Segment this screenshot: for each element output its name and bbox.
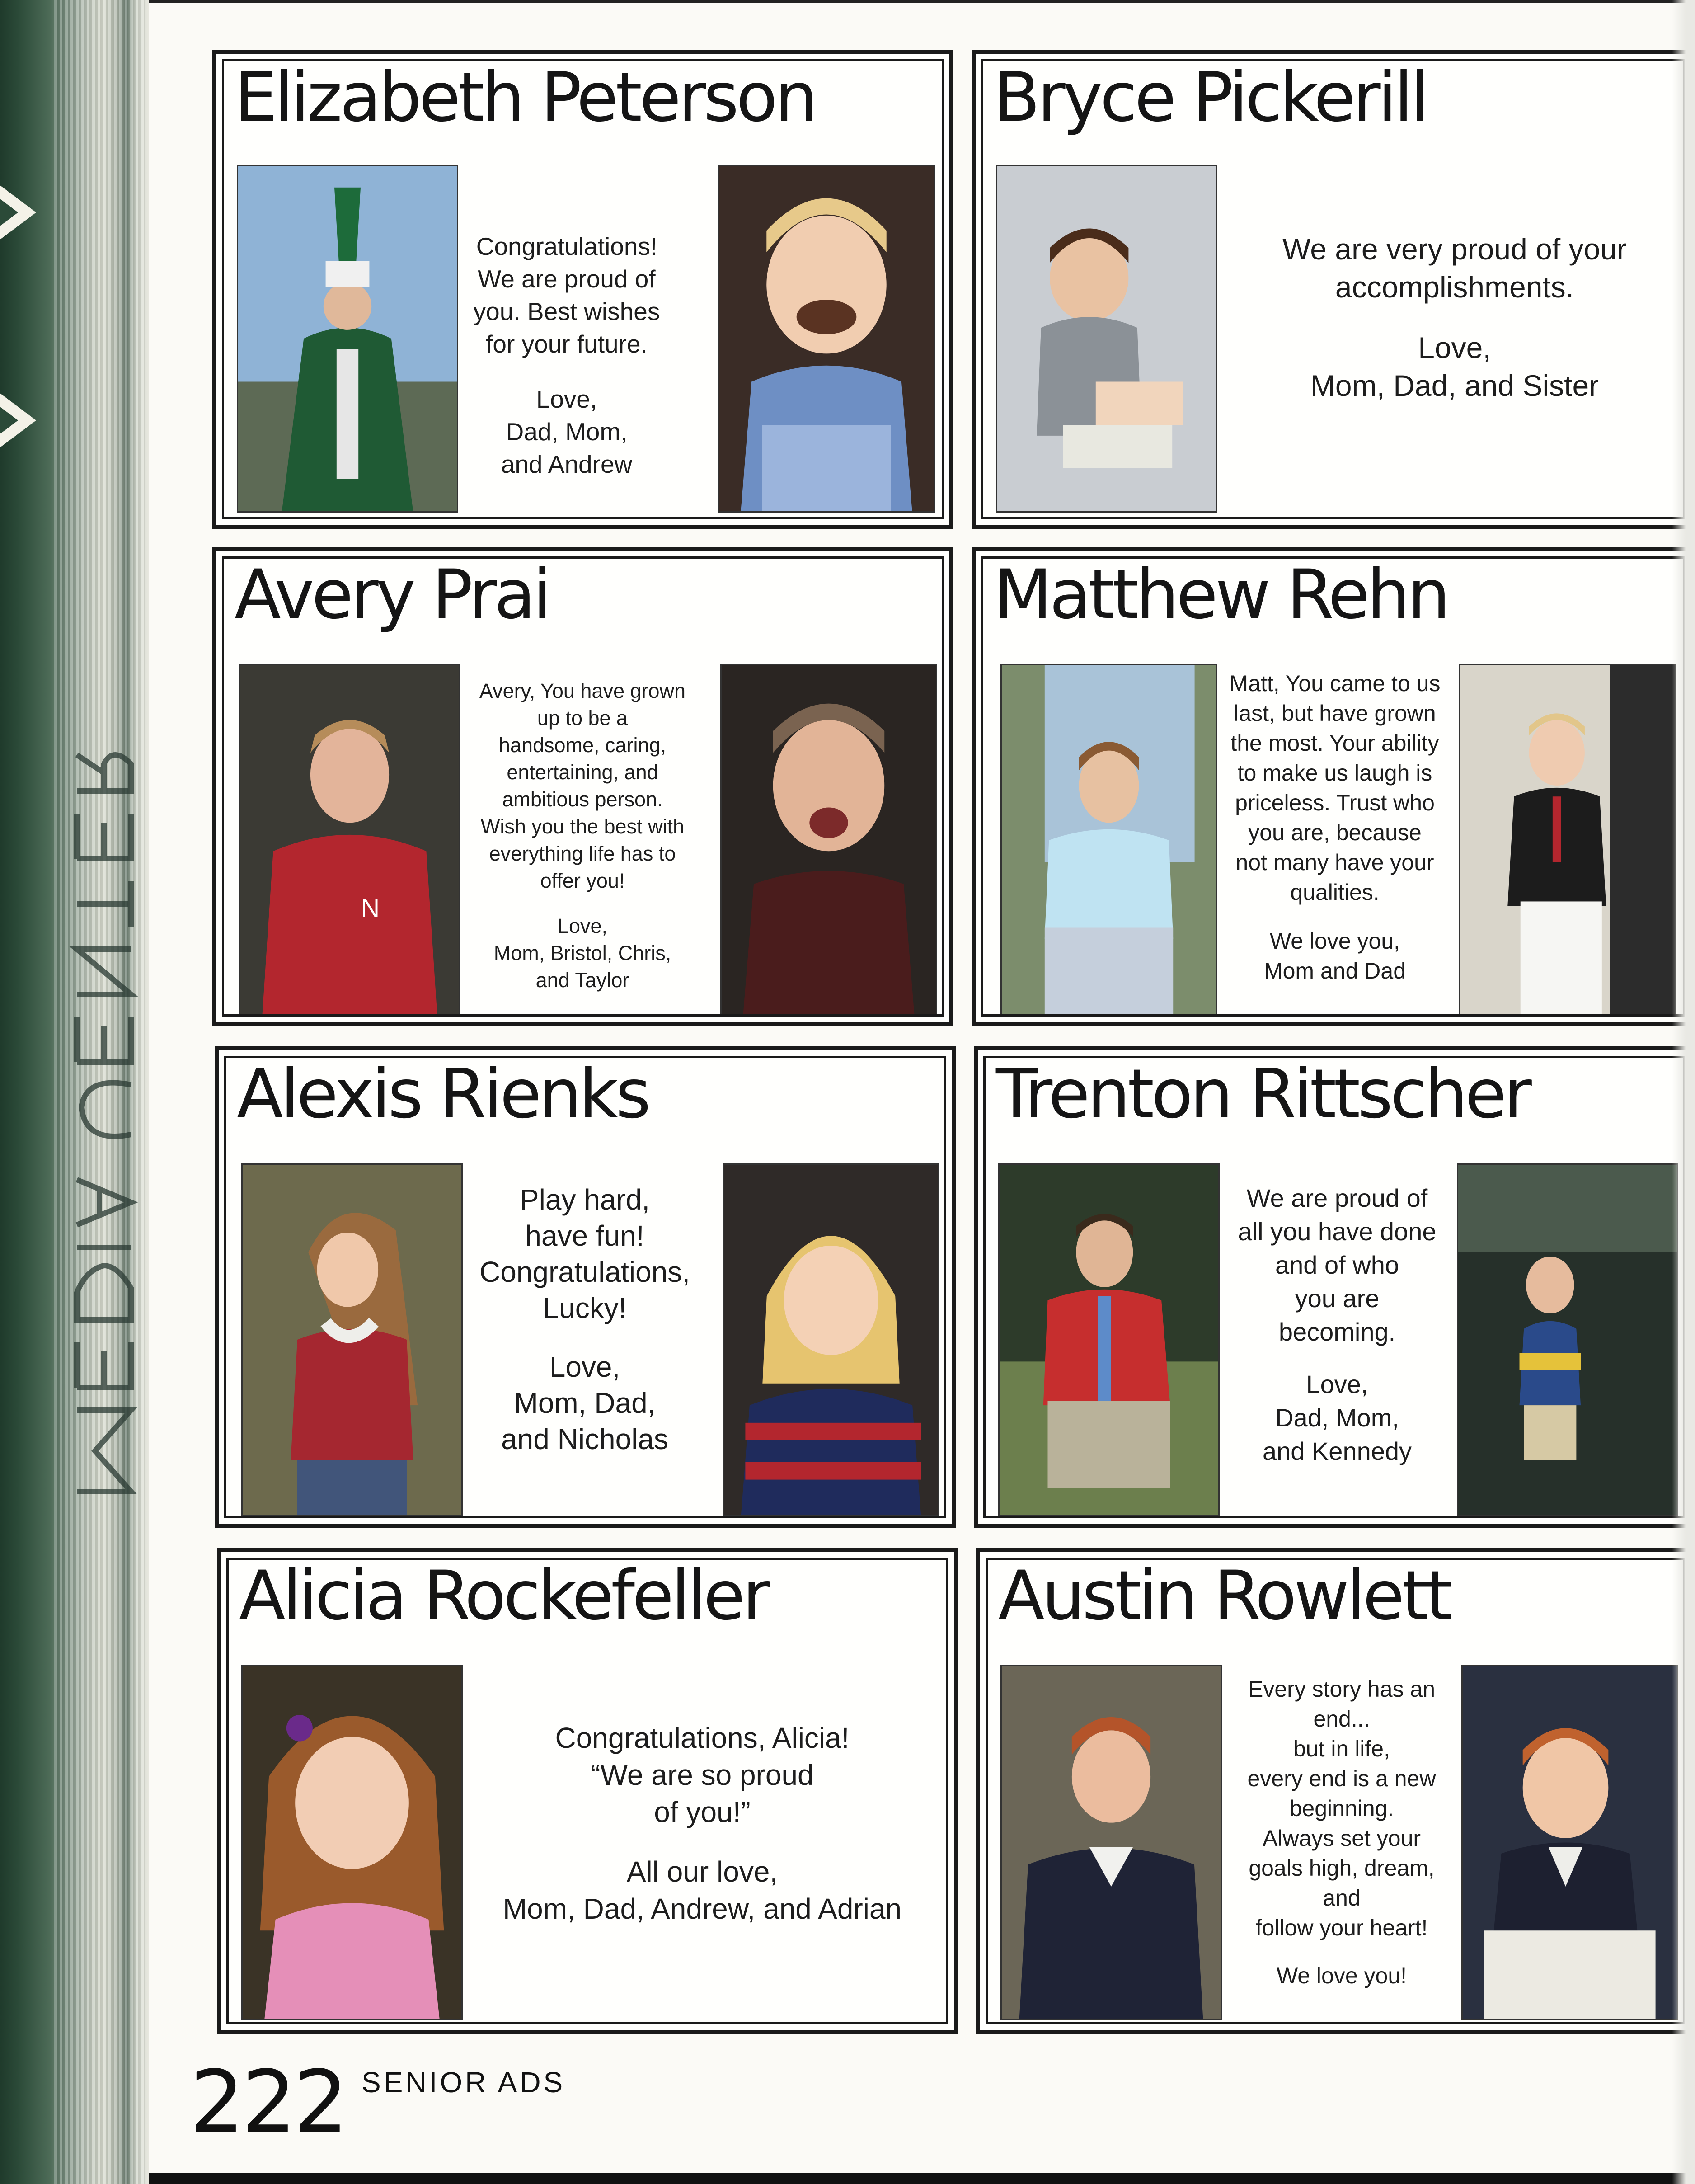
ad-message-block — [1215, 668, 1455, 986]
senior-ad-matthew-rehn — [972, 547, 1695, 1026]
ad-signoff: Love, Mom, Bristol, Chris, and Taylor — [493, 914, 671, 992]
childhood-photo — [996, 165, 1217, 513]
childhood-photo — [1461, 1665, 1678, 2020]
senior-ad-avery-prai — [212, 547, 953, 1026]
senior-photo — [239, 664, 460, 1017]
senior-ad-trenton-rittscher — [974, 1046, 1695, 1528]
spine-handwriting-stamp — [68, 746, 140, 1514]
senior-photo — [1000, 1665, 1222, 2020]
childhood-photo — [720, 664, 937, 1017]
ad-signoff: Love, Mom, Dad, and Sister — [1310, 331, 1599, 402]
childhood-photo — [1459, 664, 1676, 1017]
student-name: Trenton Rittscher — [996, 1055, 1529, 1134]
svg-text:N: N — [361, 893, 380, 923]
ad-message-block — [467, 1719, 937, 1927]
senior-ad-elizabeth-peterson — [212, 50, 953, 529]
ad-signoff: Love, Dad, Mom, and Kennedy — [1262, 1370, 1412, 1465]
ad-message-block — [1224, 1674, 1459, 1991]
ad-signoff: Love, Dad, Mom, and Andrew — [501, 385, 633, 478]
senior-photo — [1000, 664, 1217, 1017]
ad-signoff: We love you, Mom and Dad — [1263, 928, 1406, 984]
ad-message-block — [460, 230, 673, 480]
childhood-photo — [723, 1163, 939, 1516]
childhood-photo — [241, 1665, 463, 2020]
spine-arrow-icon — [0, 389, 41, 452]
ad-message: Play hard, have fun! Congratulations, Lucky! — [479, 1183, 690, 1324]
ad-message: Congratulations, Alicia! “We are so proud of you!” — [555, 1722, 850, 1828]
student-name: Alexis Rienks — [237, 1055, 648, 1134]
childhood-photo — [718, 165, 935, 513]
senior-photo — [237, 165, 458, 513]
book-spine — [0, 0, 149, 2184]
senior-photo — [241, 1163, 463, 1516]
spine-arrow-icon — [0, 181, 41, 244]
senior-ad-alexis-rienks — [215, 1046, 956, 1528]
student-name: Matthew Rehn — [994, 555, 1448, 634]
senior-ad-bryce-pickerill — [972, 50, 1695, 529]
student-name: Alicia Rockefeller — [239, 1557, 768, 1635]
student-name: Elizabeth Peterson — [235, 58, 815, 137]
ad-message: Congratulations! We are proud of you. Best wishes for your future. — [473, 232, 660, 358]
student-name: Bryce Pickerill — [994, 58, 1427, 137]
ad-message-block — [1229, 230, 1681, 405]
page-edge-top — [149, 0, 1695, 3]
ad-signoff: Love, Mom, Dad, and Nicholas — [501, 1351, 668, 1455]
ad-message: We are proud of all you have done and of who you are becoming. — [1238, 1184, 1437, 1346]
student-name: Austin Rowlett — [998, 1557, 1450, 1635]
childhood-photo — [1457, 1163, 1678, 1516]
page-number: 222 — [190, 2052, 346, 2152]
ad-message: Every story has an end... but in life, every end is a new beginning. Always set your goals high, dream, and follow your heart! — [1247, 1676, 1436, 1940]
ad-signoff: We love you! — [1276, 1963, 1407, 1988]
page-edge-bottom — [149, 2173, 1695, 2184]
ad-message: We are very proud of your accomplishments. — [1282, 232, 1627, 304]
senior-ad-alicia-rockefeller — [217, 1548, 958, 2034]
section-label: SENIOR ADS — [362, 2066, 566, 2099]
ad-message-block — [1220, 1181, 1455, 1468]
ad-message: Avery, You have grown up to be a handsome, caring, entertaining, and ambitious person. Wish you the best with everything life has to offer you! — [479, 679, 686, 892]
senior-photo — [998, 1163, 1220, 1516]
student-name: Avery Prai — [235, 555, 549, 634]
page-right-edge — [1672, 0, 1695, 2184]
senior-ad-austin-rowlett — [976, 1548, 1695, 2034]
ad-message: Matt, You came to us last, but have grown the most. Your ability to make us laugh is priceless. Trust who you are, because not many have your qualities. — [1229, 671, 1441, 905]
ad-message-block — [463, 678, 702, 994]
ad-message-block — [465, 1181, 704, 1457]
ad-signoff: All our love, Mom, Dad, Andrew, and Adrian — [502, 1855, 902, 1925]
